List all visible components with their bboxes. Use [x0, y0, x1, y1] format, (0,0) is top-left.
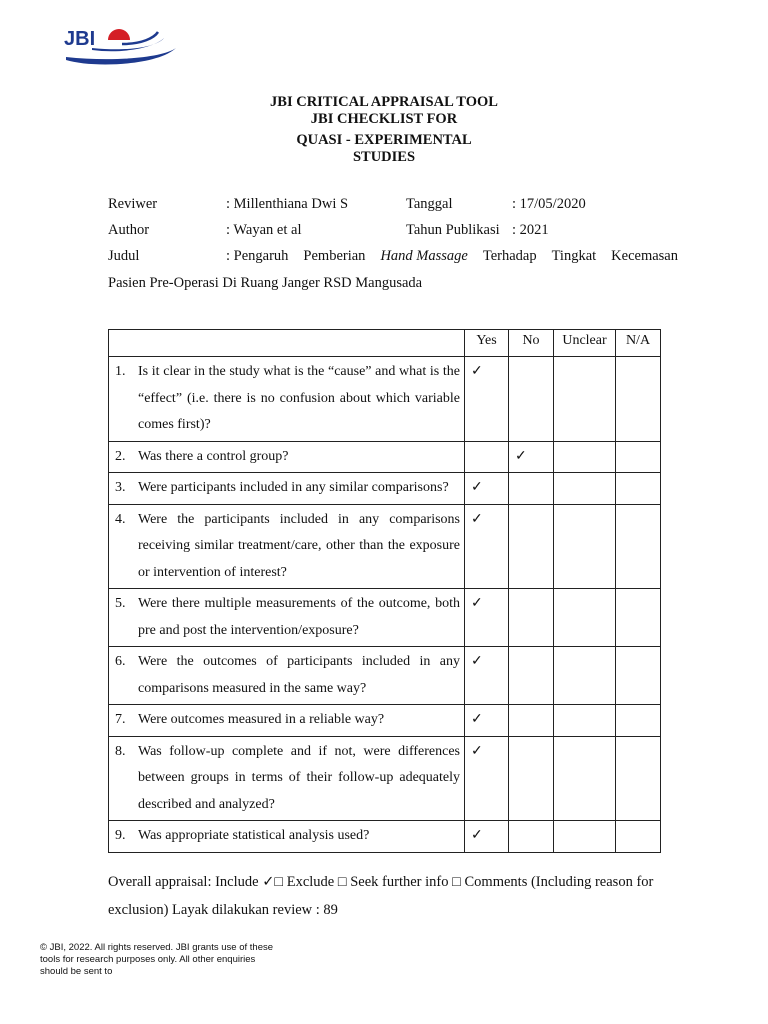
judul-word: Pemberian	[303, 248, 366, 264]
author-label: Author	[108, 222, 150, 238]
answer-unclear-cell	[554, 441, 616, 473]
answer-na-cell	[616, 504, 661, 589]
question-number: 5.	[115, 596, 126, 611]
question-number: 7.	[115, 712, 126, 727]
table-row	[109, 357, 661, 442]
header-question	[109, 330, 465, 357]
table-row	[109, 736, 661, 821]
judul-value-continued: Pasien Pre-Operasi Di Ruang Janger RSD Mangusada	[108, 275, 423, 291]
header-no: No	[509, 330, 554, 357]
answer-no-cell	[509, 504, 554, 589]
header-unclear: Unclear	[554, 330, 616, 357]
document-title	[0, 94, 768, 166]
question-cell	[109, 821, 465, 853]
answer-unclear-cell	[554, 736, 616, 821]
question-number: 3.	[115, 480, 126, 495]
answer-no-cell: ✓	[509, 441, 554, 473]
svg-text:JBI: JBI	[64, 28, 96, 50]
judul-value	[226, 247, 678, 265]
answer-na-cell	[616, 357, 661, 442]
answer-no-cell	[509, 357, 554, 442]
question-number: 8.	[115, 743, 126, 759]
document-metadata	[108, 195, 678, 301]
answer-na-cell	[616, 473, 661, 505]
table-row	[109, 589, 661, 647]
question-cell	[109, 647, 465, 705]
question-text: Were the outcomes of participants included in any comparisons measured in the same way?	[138, 654, 460, 696]
answer-unclear-cell	[554, 473, 616, 505]
judul-word: Tingkat	[551, 248, 597, 264]
jbi-logo	[62, 24, 180, 70]
answer-yes-cell: ✓	[465, 504, 509, 589]
tahun-label: Tahun Publikasi	[406, 222, 500, 238]
question-number: 1.	[115, 364, 126, 379]
question-cell	[109, 589, 465, 647]
question-cell	[109, 705, 465, 737]
answer-yes-cell	[465, 441, 509, 473]
question-text: Were outcomes measured in a reliable way?	[138, 712, 385, 727]
answer-no-cell	[509, 705, 554, 737]
reviewer-value: : Millenthiana Dwi S	[226, 196, 349, 212]
question-text: Was follow-up complete and if not, were differences between groups in terms of their follow-up adequately described and analyzed?	[138, 743, 460, 812]
judul-word: : Pengaruh	[226, 248, 289, 264]
table-row	[109, 647, 661, 705]
answer-na-cell	[616, 705, 661, 737]
answer-no-cell	[509, 736, 554, 821]
question-text: Was there a control group?	[138, 448, 289, 464]
table-row	[109, 705, 661, 737]
question-text: Were there multiple measurements of the outcome, both pre and post the intervention/exposure?	[138, 596, 460, 638]
appraisal-checklist-table	[108, 329, 661, 853]
table-row	[109, 504, 661, 589]
question-number: 6.	[115, 654, 126, 669]
tanggal-value: : 17/05/2020	[512, 196, 586, 212]
answer-na-cell	[616, 821, 661, 853]
answer-yes-cell: ✓	[465, 647, 509, 705]
overall-appraisal: Overall appraisal: Include ✓□ Exclude □ Seek further info □ Comments (Including reason for exclusion) Layak dilakukan review : 89	[108, 874, 654, 918]
question-text: Were participants included in any similar comparisons?	[138, 480, 449, 495]
answer-na-cell	[616, 647, 661, 705]
footer-line-3	[40, 966, 290, 978]
answer-unclear-cell	[554, 821, 616, 853]
footer-line-2: tools for research purposes only. All other enquiries	[40, 954, 256, 965]
answer-yes-cell: ✓	[465, 705, 509, 737]
answer-yes-cell: ✓	[465, 589, 509, 647]
title-line-4: STUDIES	[352, 149, 416, 166]
answer-na-cell	[616, 589, 661, 647]
answer-unclear-cell	[554, 589, 616, 647]
question-text: Is it clear in the study what is the “cause” and what is the “effect” (i.e. there is no confusion about which variable comes first)?	[138, 364, 460, 432]
table-row	[109, 441, 661, 473]
answer-unclear-cell	[554, 705, 616, 737]
question-number: 2.	[115, 448, 126, 464]
answer-yes-cell: ✓	[465, 821, 509, 853]
question-number: 4.	[115, 511, 126, 527]
answer-unclear-cell	[554, 647, 616, 705]
answer-unclear-cell	[554, 357, 616, 442]
question-cell	[109, 473, 465, 505]
table-row	[109, 821, 661, 853]
judul-word: Terhadap	[482, 248, 537, 264]
answer-yes-cell: ✓	[465, 736, 509, 821]
title-line-3: QUASI - EXPERIMENTAL	[296, 132, 472, 149]
tanggal-label: Tanggal	[406, 196, 453, 212]
answer-no-cell	[509, 821, 554, 853]
answer-na-cell	[616, 736, 661, 821]
table-header-row	[109, 330, 661, 357]
judul-label: Judul	[108, 248, 140, 264]
question-cell	[109, 504, 465, 589]
header-na: N/A	[616, 330, 661, 357]
title-line-1: JBI CRITICAL APPRAISAL TOOL	[270, 94, 498, 110]
answer-no-cell	[509, 647, 554, 705]
answer-yes-cell: ✓	[465, 473, 509, 505]
judul-word: Kecemasan	[611, 248, 678, 264]
author-value: : Wayan et al	[226, 222, 302, 238]
tahun-value: : 2021	[512, 222, 549, 238]
question-number: 9.	[115, 828, 126, 843]
footer-email-prefix: should be sent to	[40, 966, 113, 977]
judul-word: Hand Massage	[380, 248, 468, 264]
answer-no-cell	[509, 473, 554, 505]
footer-line-1: © JBI, 2022. All rights reserved. JBI grants use of these	[40, 942, 274, 953]
copyright-footer	[40, 942, 290, 990]
reviewer-label: Reviwer	[108, 196, 158, 212]
question-cell	[109, 736, 465, 821]
answer-yes-cell: ✓	[465, 357, 509, 442]
question-cell	[109, 441, 465, 473]
question-text: Were the participants included in any comparisons receiving similar treatment/care, other than the exposure or intervention of interest?	[138, 511, 460, 580]
answer-na-cell	[616, 441, 661, 473]
question-cell	[109, 357, 465, 442]
title-line-2: JBI CHECKLIST FOR	[310, 111, 458, 128]
answer-no-cell	[509, 589, 554, 647]
table-row	[109, 473, 661, 505]
answer-unclear-cell	[554, 504, 616, 589]
question-text: Was appropriate statistical analysis used?	[138, 828, 370, 843]
header-yes: Yes	[465, 330, 509, 357]
